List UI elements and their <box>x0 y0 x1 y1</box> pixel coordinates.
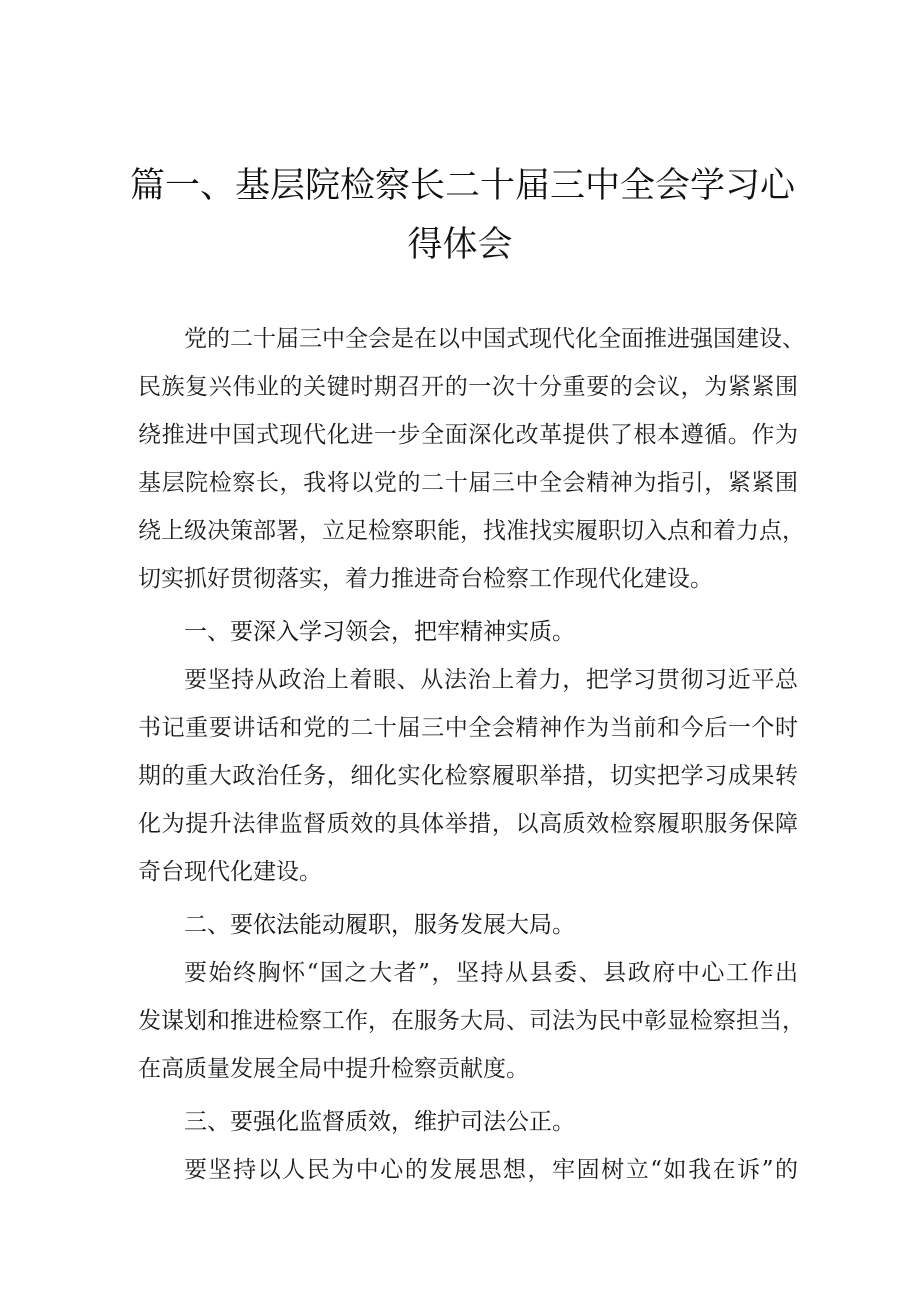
paragraph-line: 化为提升法律监督质效的具体举措，以高质效检察履职服务保障 <box>138 811 798 837</box>
paragraph-line: 要始终胸怀“国之大者”，坚持从县委、县政府中心工作出 <box>184 960 798 986</box>
paragraph-line: 奇台现代化建设。 <box>138 859 322 885</box>
paragraph-line: 要坚持以人民为中心的发展思想，牢固树立“如我在诉”的 <box>184 1157 798 1183</box>
paragraph-line: 绕推进中国式现代化进一步全面深化改革提供了根本遵循。作为 <box>138 422 798 448</box>
paragraph-line: 要坚持从政治上着眼、从法治上着力，把学习贯彻习近平总 <box>184 667 798 693</box>
section-heading: 三、要强化监督质效，维护司法公正。 <box>184 1109 575 1135</box>
paragraph-line: 绕上级决策部署，立足检察职能，找准找实履职切入点和着力点， <box>138 518 805 544</box>
paragraph-line: 基层院检察长，我将以党的二十届三中全会精神为指引，紧紧围 <box>138 470 798 496</box>
paragraph-line: 切实抓好贯彻落实，着力推进奇台检察工作现代化建设。 <box>138 566 713 592</box>
paragraph-line: 在高质量发展全局中提升检察贡献度。 <box>138 1056 529 1082</box>
paragraph-line: 书记重要讲话和党的二十届三中全会精神作为当前和今后一个时 <box>138 715 798 741</box>
document-title-line-2: 得体会 <box>407 225 513 265</box>
section-heading: 二、要依法能动履职，服务发展大局。 <box>184 912 575 938</box>
paragraph-line: 发谋划和推进检察工作，在服务大局、司法为民中彰显检察担当， <box>138 1008 805 1034</box>
section-heading: 一、要深入学习领会，把牢精神实质。 <box>184 619 575 645</box>
paragraph-line: 期的重大政治任务，细化实化检察履职举措，切实把学习成果转 <box>138 763 798 789</box>
paragraph-line: 民族复兴伟业的关键时期召开的一次十分重要的会议，为紧紧围 <box>138 374 798 400</box>
paragraph-line: 党的二十届三中全会是在以中国式现代化全面推进强国建设、 <box>184 326 805 352</box>
document-title-line-1: 篇一、基层院检察长二十届三中全会学习心 <box>130 166 796 206</box>
